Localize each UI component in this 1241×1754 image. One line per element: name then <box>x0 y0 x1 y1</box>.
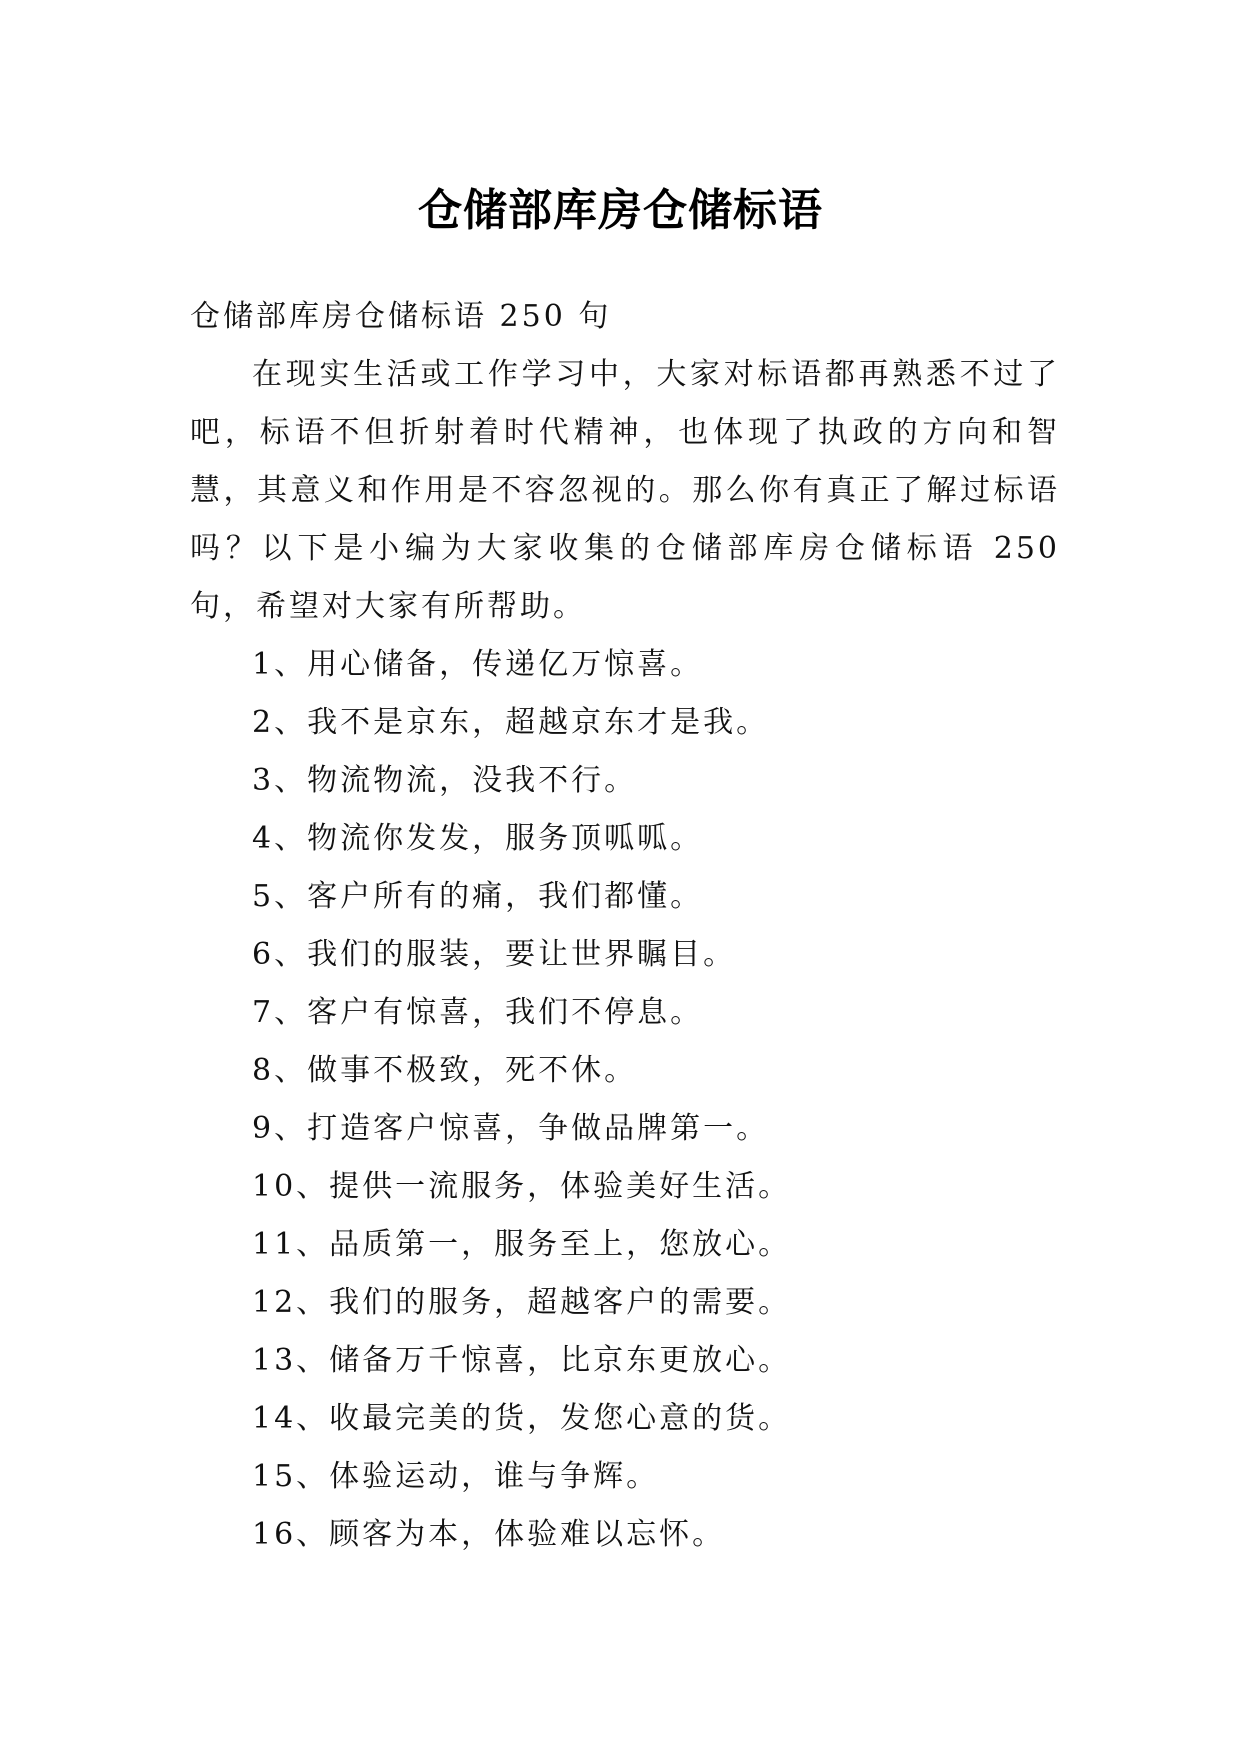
slogan-item: 9、打造客户惊喜，争做品牌第一。 <box>252 1111 770 1146</box>
intro-paragraph: 在现实生活或工作学习中，大家对标语都再熟悉不过了吧，标语不但折射着时代精神，也体现了执政的方向和智慧，其意义和作用是不容忽视的。那么你有真正了解过标语吗？以下是小编为大家收集的仓储部库房仓储标语 250 句，希望对大家有所帮助。 <box>190 357 1060 624</box>
slogan-list <box>190 636 1060 1564</box>
slogan-item: 8、做事不极致，死不休。 <box>252 1053 638 1088</box>
slogan-item: 7、客户有惊喜，我们不停息。 <box>252 995 704 1030</box>
slogan-item: 2、我不是京东，超越京东才是我。 <box>252 705 770 740</box>
slogan-item: 4、物流你发发，服务顶呱呱。 <box>252 821 704 856</box>
slogan-item: 13、储备万千惊喜，比京东更放心。 <box>252 1343 792 1378</box>
slogan-item: 14、收最完美的货，发您心意的货。 <box>252 1401 792 1436</box>
slogan-item: 6、我们的服装，要让世界瞩目。 <box>252 937 737 972</box>
slogan-item: 11、品质第一，服务至上，您放心。 <box>252 1227 792 1262</box>
slogan-item: 15、体验运动，谁与争辉。 <box>252 1459 660 1494</box>
slogan-item: 1、用心储备，传递亿万惊喜。 <box>252 647 704 682</box>
document-title: 仓储部库房仓储标语 <box>418 185 823 237</box>
slogan-item: 12、我们的服务，超越客户的需要。 <box>252 1285 792 1320</box>
document-subtitle: 仓储部库房仓储标语 250 句 <box>190 299 612 334</box>
slogan-item: 16、顾客为本，体验难以忘怀。 <box>252 1517 726 1552</box>
slogan-item: 5、客户所有的痛，我们都懂。 <box>252 879 704 914</box>
slogan-item: 10、提供一流服务，体验美好生活。 <box>252 1169 792 1204</box>
slogan-item: 3、物流物流，没我不行。 <box>252 763 638 798</box>
document-body <box>190 288 1060 1564</box>
